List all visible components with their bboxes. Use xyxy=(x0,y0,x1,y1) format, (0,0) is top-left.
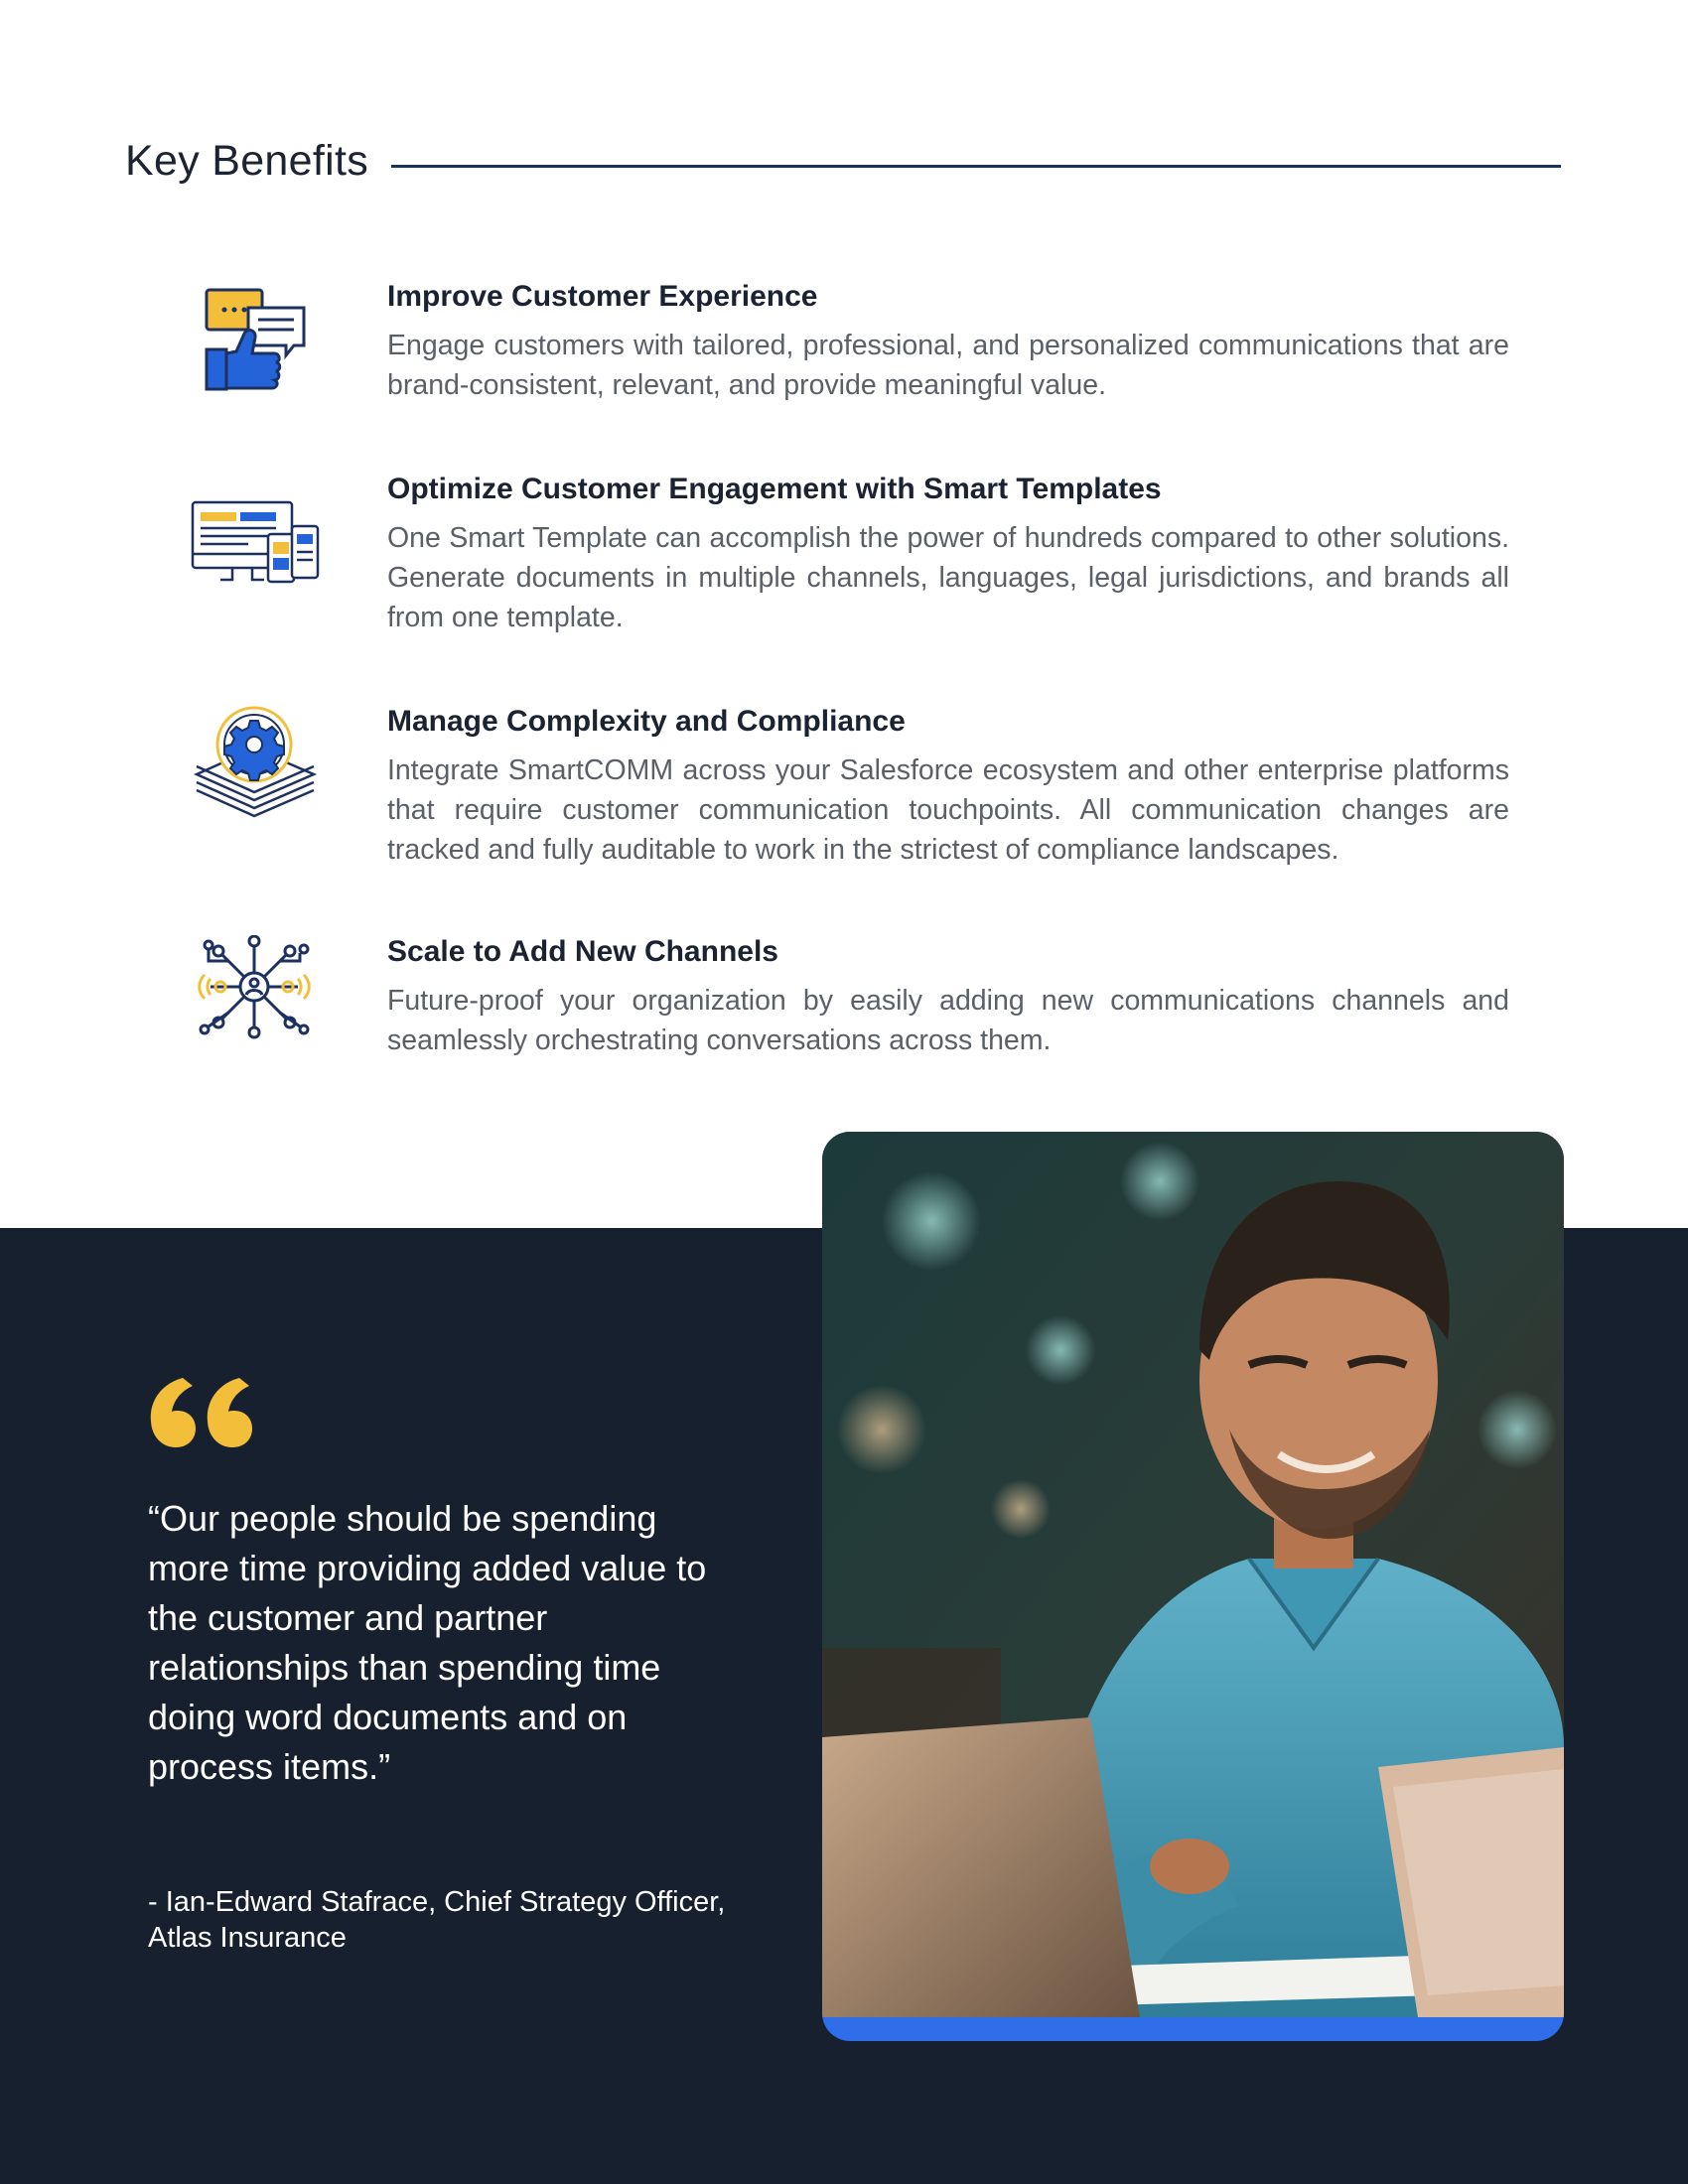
thumbs-up-chat-icon xyxy=(189,280,322,399)
benefit-title: Optimize Customer Engagement with Smart Templates xyxy=(387,473,1162,505)
benefit-title: Improve Customer Experience xyxy=(387,280,818,313)
attribution-company: Atlas Insurance xyxy=(148,1922,347,1954)
testimonial-quote: “Our people should be spending more time providing added value to the customer and partner relationships than spending time doing word documents and on process items.” xyxy=(148,1498,707,1787)
benefit-description: Engage customers with tailored, professional, and personalized communications that are brand-consistent, relevant, and provide meaningful value. xyxy=(387,330,1509,401)
benefit-description: One Smart Template can accomplish the power of hundreds compared to other solutions. Generate documents in multiple channels, languages, legal jurisdictions, and brands all from one template. xyxy=(387,522,1509,633)
section-title: Key Benefits xyxy=(125,137,369,185)
benefit-description: Integrate SmartCOMM across your Salesforce ecosystem and other enterprise platforms that require customer communication touchpoints. All communication changes are tracked and fully auditable to work in the strictest of compliance landscapes. xyxy=(387,754,1509,866)
gear-layers-icon xyxy=(189,705,322,824)
heading-divider xyxy=(391,165,1561,168)
attribution-name-title: - Ian-Edward Stafrace, Chief Strategy Officer, xyxy=(148,1886,726,1918)
testimonial-attribution xyxy=(148,1884,764,1956)
multi-device-template-icon xyxy=(189,473,322,592)
quote-mark-icon xyxy=(147,1372,256,1451)
key-benefits-header xyxy=(125,129,1561,199)
network-channels-icon xyxy=(189,935,322,1054)
benefit-description: Future-proof your organization by easily adding new communications channels and seamlessly orchestrating conversations across them. xyxy=(387,985,1509,1056)
benefit-title: Manage Complexity and Compliance xyxy=(387,705,906,738)
man-with-laptop-image xyxy=(822,1132,1564,2017)
benefit-title: Scale to Add New Channels xyxy=(387,935,778,968)
testimonial-photo xyxy=(822,1132,1564,2041)
